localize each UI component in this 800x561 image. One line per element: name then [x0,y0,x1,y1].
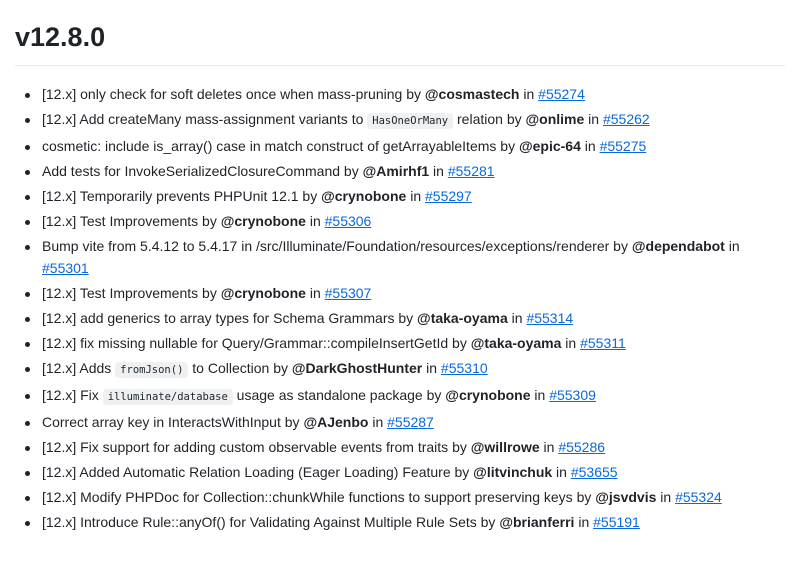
release-note-item [20,84,780,106]
note-text: [12.x] Temporarily prevents PHPUnit 12.1 by [42,188,322,204]
release-note-item [20,109,780,133]
author-link[interactable]: @epic-64 [518,138,581,154]
note-text: [12.x] Add createMany mass-assignment variants to [42,111,368,127]
note-text: [12.x] fix missing nullable for Query/Grammar::compileInsertGetId by [42,334,471,351]
release-note-item [20,385,780,409]
author-link[interactable]: @litvinchuk [473,463,553,480]
author-link[interactable]: @willrowe [470,438,540,455]
pr-link[interactable]: #55281 [447,163,495,179]
release-note-item [20,186,780,208]
bullet-icon [25,93,30,98]
note-text: in [724,238,740,254]
pr-link[interactable]: #55324 [675,488,722,505]
inline-code: fromJson() [115,362,188,378]
pr-link[interactable]: #55286 [558,438,606,455]
bullet-icon [25,195,30,200]
bullet-icon [25,394,30,399]
note-text: in [519,86,539,102]
author-link[interactable]: @crynobone [220,213,306,229]
note-text: [12.x] Fix support for adding custom observable events from traits by [42,438,471,455]
author-link[interactable]: @cosmastech [424,86,520,102]
release-note-item [20,211,780,233]
note-text: in [305,284,325,301]
bullet-icon [25,446,30,451]
bullet-icon [25,292,30,297]
pr-link[interactable]: #55274 [538,86,585,102]
note-text: cosmetic: include is_array() case in match construct of getArrayableItems by [42,138,519,154]
bullet-icon [25,496,30,501]
note-text: [12.x] Adds [42,359,116,376]
note-text: Correct array key in InteractsWithInput by [42,413,304,430]
title-divider [15,65,785,66]
note-text: in [422,359,441,376]
note-text: in [552,463,571,480]
release-note-item [20,358,780,382]
release-note-item [20,308,780,330]
release-notes-list [20,84,780,537]
note-text: [12.x] add generics to array types for Schema Grammars by [42,309,418,326]
pr-link[interactable]: #55301 [42,259,89,276]
release-note-item [20,333,780,355]
release-note-item [20,437,780,459]
note-text: [12.x] Added Automatic Relation Loading (Eager Loading) Feature by [42,463,474,480]
note-text: in [406,188,425,204]
author-link[interactable]: @taka-oyama [470,334,562,351]
note-text: in [507,309,527,326]
pr-link[interactable]: #55311 [580,334,626,351]
note-text: in [429,163,448,179]
pr-link[interactable]: #55309 [549,386,596,403]
pr-link[interactable]: #55306 [324,213,372,229]
note-text: [12.x] Test Improvements by [42,284,221,301]
author-link[interactable]: @onlime [525,111,585,127]
note-text: in [305,213,325,229]
note-text: relation by [453,111,526,127]
release-note-item [20,161,780,183]
release-note-item [20,412,780,434]
note-text: [12.x] Test Improvements by [42,213,221,229]
pr-link[interactable]: #55307 [324,284,372,301]
pr-link[interactable]: #55262 [602,111,650,127]
author-link[interactable]: @dependabot [631,238,725,254]
bullet-icon [25,471,30,476]
inline-code: HasOneOrMany [367,113,453,129]
note-text: in [580,138,600,154]
note-text: in [530,386,550,403]
pr-link[interactable]: #55297 [425,188,472,204]
bullet-icon [25,521,30,526]
note-text: in [539,438,559,455]
bullet-icon [25,421,30,426]
release-note-item [20,236,780,279]
note-text: [12.x] only check for soft deletes once when mass-pruning by [42,86,425,102]
author-link[interactable]: @DarkGhostHunter [291,359,423,376]
inline-code: illuminate/database [103,389,233,405]
pr-link[interactable]: #55287 [387,413,434,430]
note-text: Bump vite from 5.4.12 to 5.4.17 in /src/Illuminate/Foundation/resources/exceptions/renderer by [42,238,632,254]
note-text: in [584,111,603,127]
note-text: to Collection by [188,359,292,376]
bullet-icon [25,245,30,250]
note-text: in [574,513,594,530]
note-text: usage as standalone package by [232,386,446,403]
note-text: in [368,413,388,430]
release-note-item [20,283,780,305]
pr-link[interactable]: #55310 [440,359,488,376]
release-note-item [20,136,780,158]
bullet-icon [25,317,30,322]
author-link[interactable]: @brianferri [499,513,575,530]
bullet-icon [25,342,30,347]
note-text: in [561,334,581,351]
release-note-item [20,462,780,484]
release-title: v12.8.0 [15,22,106,52]
author-link[interactable]: @jsvdvis [595,488,657,505]
note-text: [12.x] Modify PHPDoc for Collection::chunkWhile functions to support preserving keys by [42,488,596,505]
bullet-icon [25,145,30,150]
bullet-icon [25,118,30,123]
note-text: [12.x] Fix [42,386,103,403]
note-text: Add tests for InvokeSerializedClosureCommand by [42,163,363,179]
author-link[interactable]: @taka-oyama [417,309,508,326]
bullet-icon [25,170,30,175]
release-note-item [20,512,780,534]
note-text: in [656,488,676,505]
release-note-item [20,487,780,509]
author-link[interactable]: @AJenbo [303,413,369,430]
pr-link[interactable]: #55275 [599,138,647,154]
note-text: [12.x] Introduce Rule::anyOf() for Validating Against Multiple Rule Sets by [42,513,500,530]
author-link[interactable]: @Amirhf1 [362,163,430,179]
pr-link[interactable]: #55191 [593,513,640,530]
author-link[interactable]: @crynobone [220,284,306,301]
bullet-icon [25,220,30,225]
pr-link[interactable]: #55314 [526,309,574,326]
author-link[interactable]: @crynobone [321,188,407,204]
bullet-icon [25,367,30,372]
pr-link[interactable]: #53655 [570,463,618,480]
author-link[interactable]: @crynobone [445,386,531,403]
